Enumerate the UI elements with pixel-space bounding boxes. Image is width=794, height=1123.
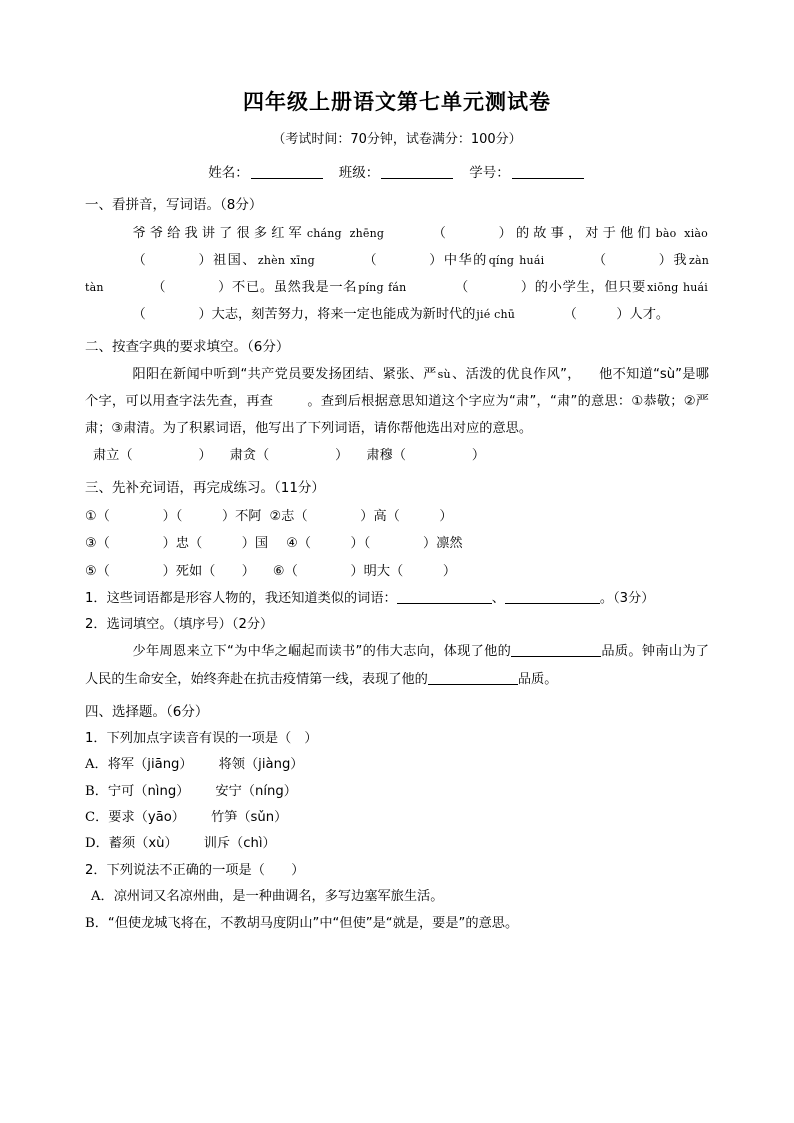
section-3-question-1 [85, 586, 709, 612]
pinyin-zan-tan: zàn tàn [85, 253, 710, 294]
idiom-5-blank-1[interactable] [110, 558, 163, 585]
idiom-4-blank-2[interactable] [370, 530, 423, 557]
id-blank[interactable] [512, 166, 584, 180]
idiom-6-blank-2[interactable] [403, 558, 443, 585]
idiom-1e: ）高（ [360, 508, 400, 524]
idiom-num-3: ③ [85, 536, 97, 552]
idiom-3-blank-1[interactable] [110, 530, 163, 557]
s4-q1-option-a-left: 将军（jiāng） [107, 757, 193, 773]
idiom-2f: ）凛然 [423, 536, 463, 552]
word-su-li: 肃立（ [93, 448, 133, 464]
s4-q1-option-b-left: 宁可（nìng） [107, 783, 190, 799]
class-label: 班级： [338, 165, 380, 182]
idiom-2-blank-2[interactable] [400, 503, 440, 530]
s4-q2-option-b-letter: B． [85, 915, 108, 931]
pinyin-xiong-huai: xiōng huái [647, 280, 709, 294]
s1-text-9: 人才。 [629, 306, 670, 322]
name-label: 姓名： [208, 165, 249, 182]
idiom-3c: ） [241, 564, 255, 580]
s4-q1-option-a[interactable] [85, 752, 709, 778]
idiom-1-blank-1[interactable] [110, 503, 163, 530]
s3-q2-blank-1[interactable] [511, 644, 601, 658]
su-mu-blank[interactable]: ） [405, 448, 486, 464]
class-blank[interactable] [381, 166, 453, 180]
s3-q1-text-b: 。（3分） [599, 590, 655, 606]
section-2-word-row [85, 442, 709, 469]
idiom-2a: （ [96, 536, 110, 552]
s4-q1-option-d-left: 蓄须（xù） [108, 836, 178, 852]
identity-line [85, 161, 709, 181]
word-su-mu: 肃穆（ [366, 448, 406, 464]
idiom-4-blank-1[interactable] [311, 530, 351, 557]
name-blank[interactable] [251, 166, 323, 180]
idiom-1b: ）（ [162, 508, 183, 524]
pinyin-su: sù [437, 368, 451, 382]
idiom-2c: ）国 [241, 536, 269, 552]
idiom-3a: （ [96, 564, 110, 580]
s4-q2-option-a-text: 凉州词又名凉州曲，是一种曲调名，多写边塞军旅生活。 [113, 889, 444, 905]
idiom-row-1 [85, 503, 709, 531]
s4-q1-option-a-right: 将领（jiàng） [218, 757, 304, 773]
s1-blank-4[interactable]: （ ） [592, 252, 672, 268]
idiom-num-6: ⑥ [272, 564, 285, 580]
s1-text-3: 祖国、 [211, 252, 257, 268]
idiom-num-4: ④ [286, 536, 298, 552]
s4-q1-option-c[interactable] [85, 805, 709, 831]
s1-text-4: 中华的 [442, 252, 488, 268]
idiom-num-2: ② [269, 508, 282, 524]
idiom-1d: 志（ [281, 508, 308, 524]
section-3-question-2-body [85, 638, 709, 692]
section-3-question-2-heading: 2．选词填空。（填序号）（2分） [85, 617, 274, 633]
s1-blank-6[interactable]: （ ） [454, 279, 535, 295]
s4-q1-option-d-letter: D． [85, 836, 109, 852]
idiom-2d: （ [297, 536, 311, 552]
s3-q1-blank-2[interactable] [505, 590, 600, 604]
word-su-tan: 肃贪（ [229, 448, 270, 464]
idiom-1-blank-2[interactable] [182, 503, 222, 530]
idiom-3b: ）死如（ [162, 564, 216, 580]
s4-q1-option-c-left: 要求（yāo） [108, 810, 185, 826]
section-2-paragraph [85, 361, 709, 442]
s4-q2-option-b[interactable] [85, 911, 709, 937]
idiom-2b: ）忠（ [162, 536, 203, 552]
s1-blank-3[interactable]: （ ） [363, 252, 443, 268]
idiom-row-3 [85, 558, 709, 586]
idiom-3e: ）明大（ [350, 564, 404, 580]
section-1-paragraph [85, 220, 709, 328]
s3-q1-blank-1[interactable] [397, 590, 492, 604]
s2-text-b: 、活泼的优良作风”， [451, 367, 581, 383]
s4-q1-option-b-right: 安宁（níng） [215, 783, 297, 799]
s1-text-1: 爷爷给我讲了很多红军 [132, 225, 306, 241]
idiom-1a: （ [96, 508, 110, 524]
s3-q1-sep: 、 [491, 590, 505, 606]
s1-text-6: 不已。虽然我是一名 [231, 279, 358, 295]
s4-q1-option-d[interactable] [85, 831, 709, 857]
s3-q2-text-c: 品质。 [517, 671, 558, 687]
section-4-question-2-stem: 2．下列说法不正确的一项是（ ） [85, 862, 305, 878]
idiom-3-blank-2[interactable] [202, 530, 242, 557]
idiom-2e: ）（ [350, 536, 371, 552]
pinyin-zhen-xing: zhèn xīng [257, 253, 315, 267]
idiom-row-2 [85, 530, 709, 558]
idiom-num-5: ⑤ [85, 564, 97, 580]
paper-content [85, 88, 709, 937]
idiom-1f: ） [439, 508, 453, 524]
s1-blank-8[interactable]: （ ） [563, 306, 630, 322]
s4-q1-option-c-right: 竹笋（sǔn） [211, 810, 288, 826]
s4-q1-option-d-right: 训斥（chì） [203, 836, 276, 852]
id-label: 学号： [469, 165, 510, 182]
su-tan-blank[interactable]: ） [269, 448, 349, 464]
s2-text-a: 阳阳在新闻中听到“共产党员要发扬团结、紧张、严 [132, 367, 437, 383]
s4-q2-option-a-letter: A． [91, 889, 114, 905]
s4-q2-option-b-text: “但使龙城飞将在，不教胡马度阴山”中“但使”是“就是，要是”的意思。 [107, 915, 519, 931]
pinyin-bao-xiao: bào xiào [655, 226, 708, 240]
idiom-2-blank-1[interactable] [308, 503, 361, 530]
s4-q1-option-b-letter: B． [85, 783, 108, 799]
section-2-heading: 二、按查字典的要求填空。（6分） [85, 338, 290, 355]
pinyin-jie-chu: jié chū [476, 307, 516, 321]
s4-q1-option-c-letter: C． [85, 810, 109, 826]
s1-text-2: 的故事，对于他们 [511, 225, 655, 241]
s2-text-c: 他不知道“sù”是哪个字，可以用查字法先查，再查 [85, 367, 709, 410]
s4-q1-option-a-letter: A． [85, 757, 108, 773]
s1-blank-7[interactable]: （ ） [132, 306, 212, 322]
page-title: 四年级上册语文第七单元测试卷 [243, 89, 551, 114]
section-4-question-1-stem: 1．下列加点字读音有误的一项是（ ） [85, 730, 318, 746]
s3-q1-text-a: 1．这些词语都是形容人物的，我还知道类似的词语： [85, 590, 397, 606]
s3-q2-blank-2[interactable] [428, 671, 518, 685]
s1-text-5: 我 [671, 252, 688, 268]
s1-blank-1[interactable]: （ ） [432, 225, 512, 241]
pinyin-qing-huai: qíng huái [488, 253, 545, 267]
section-4-heading: 四、选择题。（6分） [85, 703, 209, 720]
s2-text-d: 。查到后根据意思知道这个字应为“肃”，“肃”的意思：①恭敬；②严肃；③肃清。为了积累词语，他写出了下列词语，请你帮他选出对应的意思。 [85, 394, 709, 437]
section-3-heading: 三、先补充词语，再完成练习。（11分） [85, 480, 325, 497]
s1-text-8: 大志，刻苦努力，将来一定也能成为新时代的 [211, 306, 476, 322]
pinyin-ping-fan: píng fán [358, 280, 407, 294]
idiom-5-blank-2[interactable] [215, 558, 241, 585]
s1-text-7: 的小学生，但只要 [534, 279, 647, 295]
su-li-blank[interactable]: ） [132, 448, 212, 464]
idiom-3f: ） [442, 564, 456, 580]
s1-blank-2[interactable]: （ ） [132, 252, 212, 268]
s4-q2-option-a[interactable] [85, 884, 709, 910]
idiom-3d: （ [284, 564, 298, 580]
s3-q2-text-a: 少年周恩来立下“为中华之崛起而读书”的伟大志向，体现了他的 [132, 644, 512, 660]
idiom-1c: ）不阿 [221, 508, 262, 524]
idiom-6-blank-1[interactable] [298, 558, 351, 585]
pinyin-chang-zheng: cháng zhēng [306, 226, 385, 240]
idiom-num-1: ① [85, 508, 97, 524]
exam-subtitle: （考试时间：70分钟，试卷满分：100分） [272, 132, 522, 148]
section-1-heading: 一、看拼音，写词语。（8分） [85, 197, 263, 214]
s3-q2-text-b: 品质。钟南山为了人民的生命安全，始终奔赴在抗击疫情第一线，表现了他的 [85, 644, 709, 687]
s1-blank-5[interactable]: （ ） [152, 279, 232, 295]
s4-q1-option-b[interactable] [85, 779, 709, 805]
